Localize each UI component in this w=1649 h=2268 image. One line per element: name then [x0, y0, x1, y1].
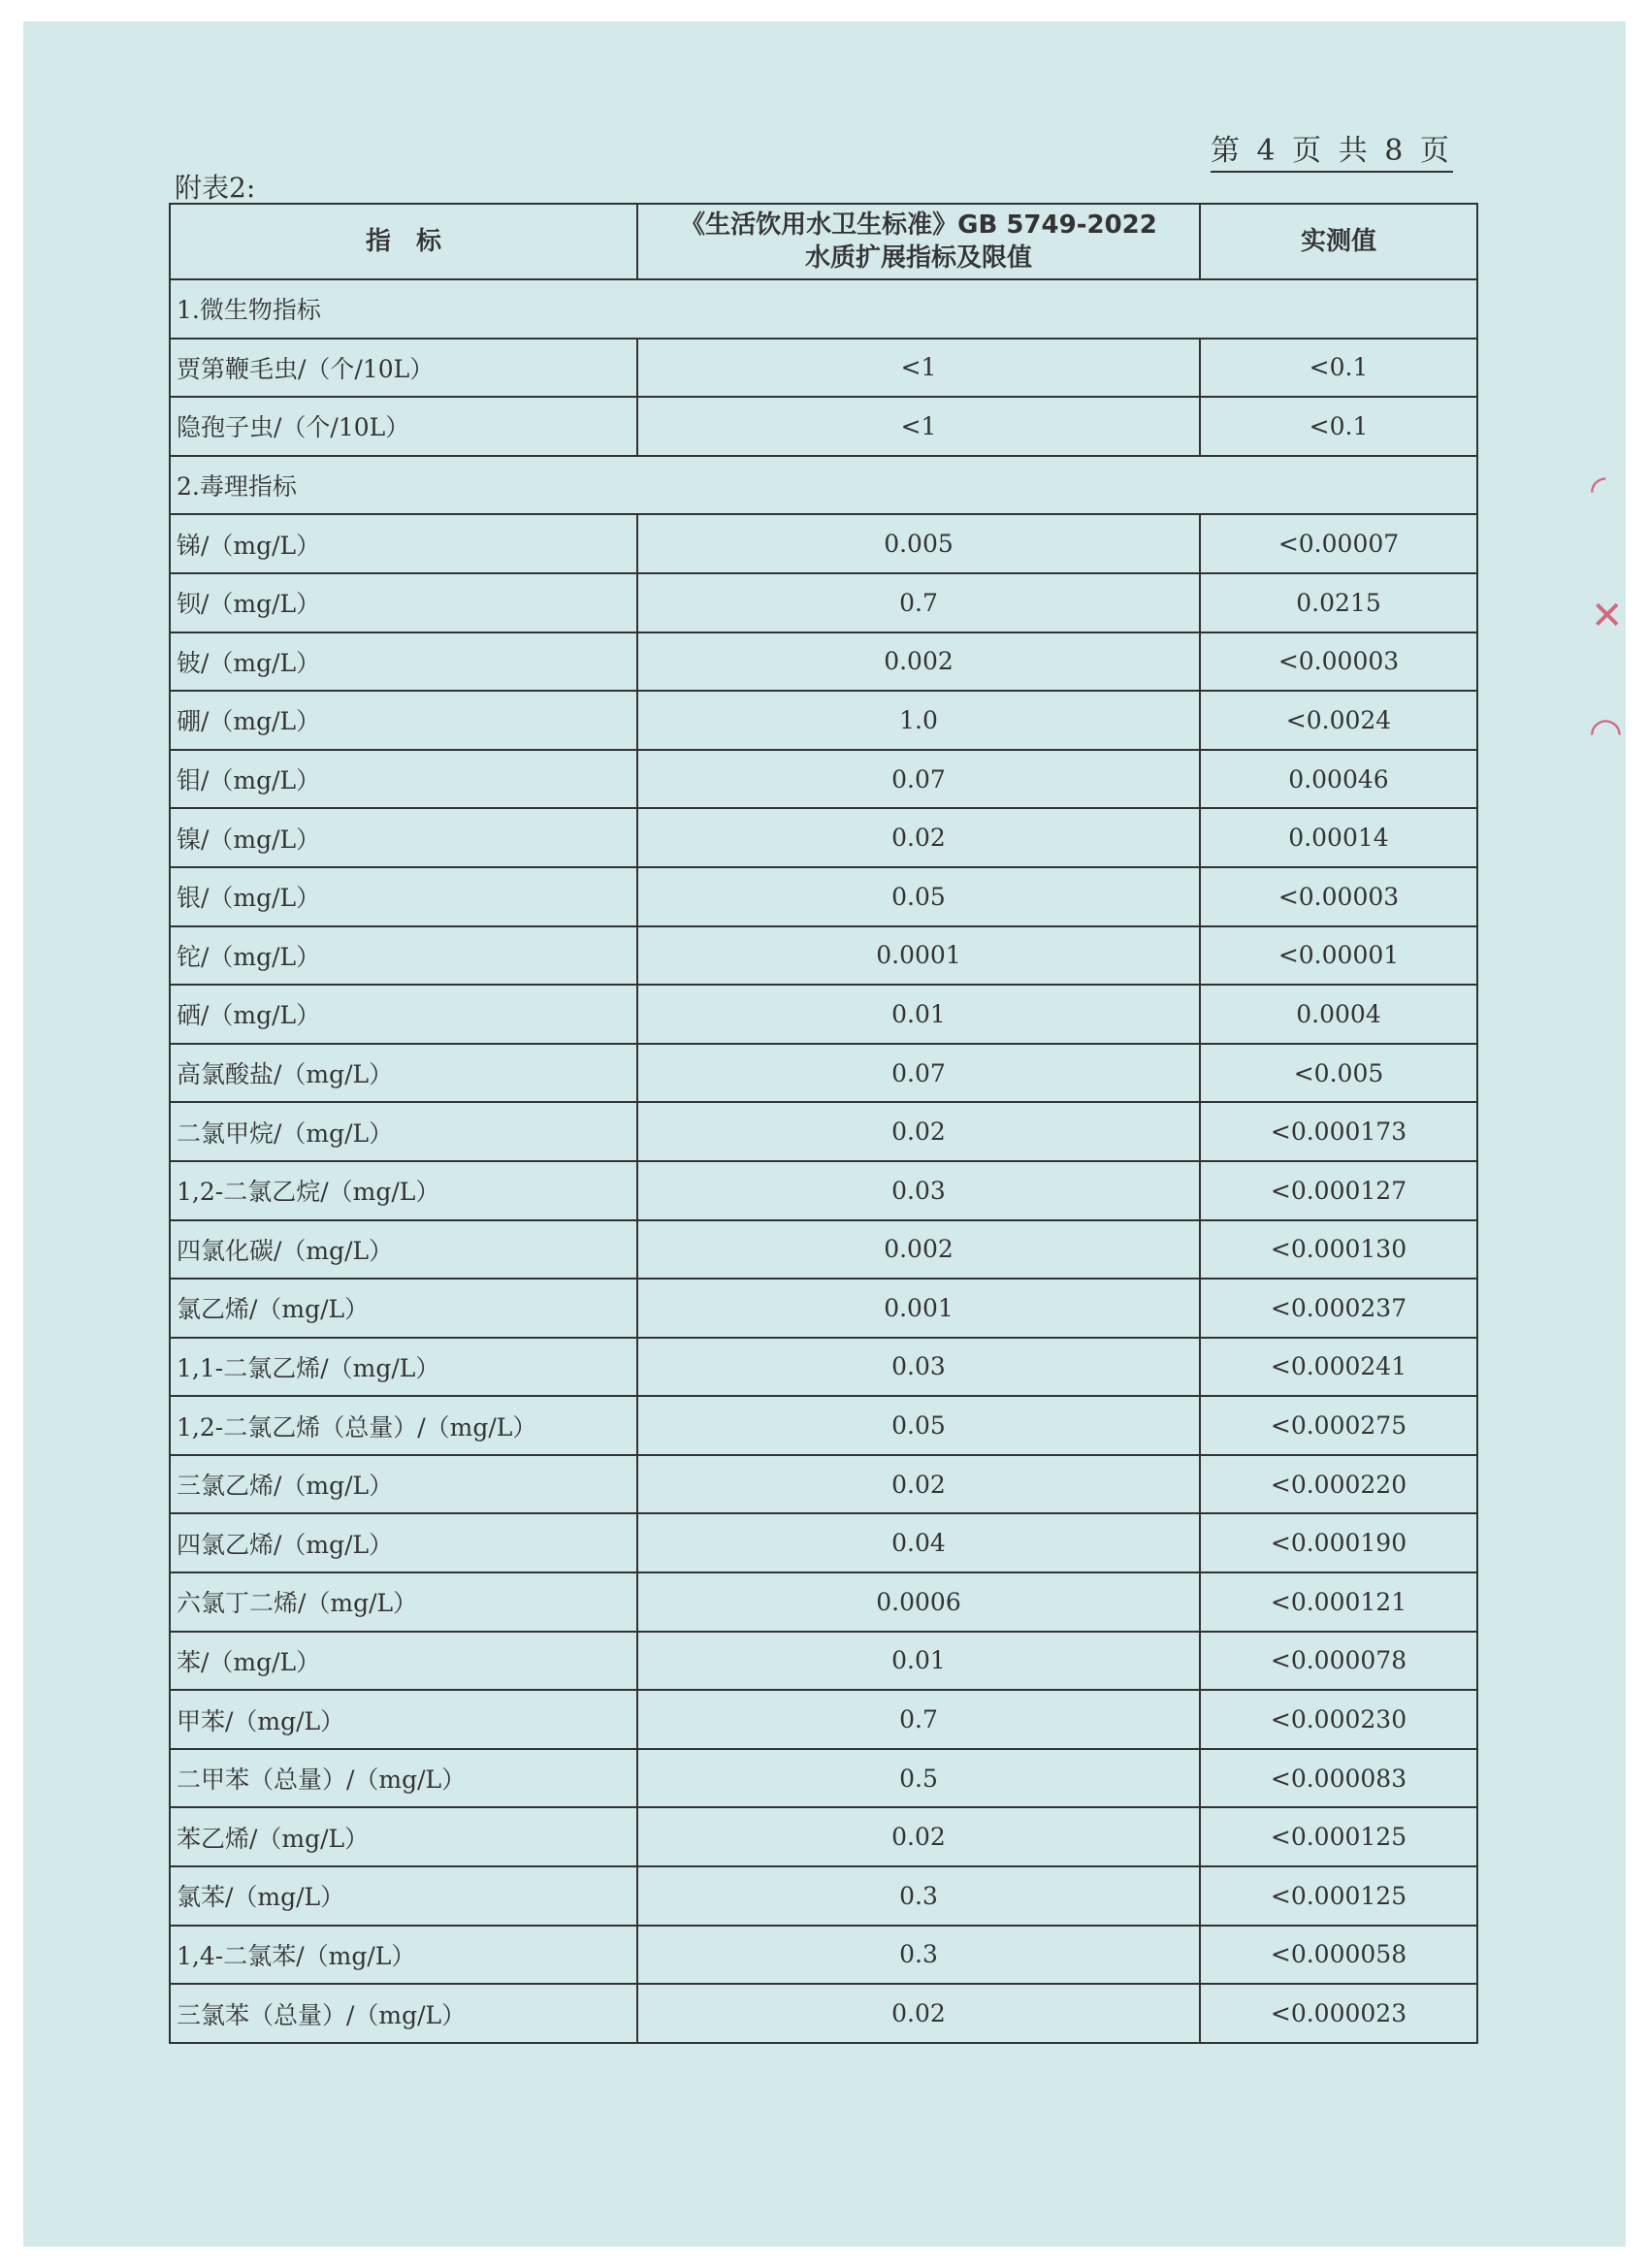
measured-value: <0.000058	[1200, 1926, 1477, 1985]
measured-value: <0.0024	[1200, 691, 1477, 750]
header-indicator: 指 标	[170, 204, 637, 279]
indicator-name: 甲苯/（mg/L）	[170, 1690, 637, 1749]
indicator-name: 二甲苯（总量）/（mg/L）	[170, 1749, 637, 1808]
measured-value: <0.00003	[1200, 867, 1477, 926]
limit-value: 0.3	[637, 1866, 1200, 1926]
limit-value: 0.0001	[637, 926, 1200, 986]
limit-value: 0.01	[637, 985, 1200, 1044]
measured-value: 0.00014	[1200, 808, 1477, 867]
table-row	[170, 691, 1477, 750]
table-row	[170, 1044, 1477, 1103]
indicator-name: 铊/（mg/L）	[170, 926, 637, 986]
measured-value: <0.000127	[1200, 1161, 1477, 1220]
indicator-name: 硼/（mg/L）	[170, 691, 637, 750]
table-row	[170, 1807, 1477, 1866]
table-row	[170, 1926, 1477, 1985]
measured-value: 0.0215	[1200, 573, 1477, 632]
table-row	[170, 573, 1477, 632]
table-row	[170, 514, 1477, 573]
table-row	[170, 1220, 1477, 1280]
measured-value: <0.000241	[1200, 1338, 1477, 1397]
measured-value: 0.0004	[1200, 985, 1477, 1044]
section-title: 2.毒理指标	[170, 456, 1477, 515]
indicator-name: 四氯乙烯/（mg/L）	[170, 1513, 637, 1572]
limit-value: 0.02	[637, 1102, 1200, 1161]
measured-value: <0.1	[1200, 339, 1477, 398]
indicator-name: 铍/（mg/L）	[170, 632, 637, 692]
section-row	[170, 279, 1477, 339]
table-row	[170, 1513, 1477, 1572]
table-header-row	[170, 204, 1477, 279]
measured-value: <0.000083	[1200, 1749, 1477, 1808]
measured-value: <0.00001	[1200, 926, 1477, 986]
measured-value: <0.00003	[1200, 632, 1477, 692]
measured-value: <0.000125	[1200, 1866, 1477, 1926]
measured-value: <0.00007	[1200, 514, 1477, 573]
indicator-name: 六氯丁二烯/（mg/L）	[170, 1572, 637, 1632]
section-title: 1.微生物指标	[170, 279, 1477, 339]
measured-value: <0.005	[1200, 1044, 1477, 1103]
indicator-name: 贾第鞭毛虫/（个/10L）	[170, 339, 637, 398]
table-body	[170, 279, 1477, 2043]
indicator-name: 三氯苯（总量）/（mg/L）	[170, 1984, 637, 2043]
table-caption: 附表2:	[175, 172, 256, 204]
limit-value: <1	[637, 339, 1200, 398]
limit-value: 0.02	[637, 1984, 1200, 2043]
red-stamp-fragment: ◠	[1591, 710, 1621, 755]
table-row	[170, 1984, 1477, 2043]
indicator-name: 四氯化碳/（mg/L）	[170, 1220, 637, 1280]
header-standard-line2: 水质扩展指标及限值	[804, 243, 1032, 273]
limit-value: 0.07	[637, 1044, 1200, 1103]
table-row	[170, 1279, 1477, 1338]
limit-value: 0.07	[637, 750, 1200, 809]
limit-value: 0.005	[637, 514, 1200, 573]
table-row	[170, 926, 1477, 986]
measured-value: 0.00046	[1200, 750, 1477, 809]
red-stamp-fragment: ✕	[1591, 594, 1624, 638]
table-row	[170, 1632, 1477, 1691]
indicator-name: 硒/（mg/L）	[170, 985, 637, 1044]
indicator-name: 高氯酸盐/（mg/L）	[170, 1044, 637, 1103]
limit-value: 0.05	[637, 867, 1200, 926]
limit-value: 0.02	[637, 1455, 1200, 1514]
table-row	[170, 1690, 1477, 1749]
limit-value: 1.0	[637, 691, 1200, 750]
red-stamp-fragment: ◜	[1591, 468, 1606, 512]
limit-value: 0.04	[637, 1513, 1200, 1572]
measured-value: <0.000220	[1200, 1455, 1477, 1514]
measured-value: <0.000173	[1200, 1102, 1477, 1161]
header-standard-line1: 《生活饮用水卫生标准》GB 5749-2022	[680, 211, 1157, 240]
limit-value: 0.002	[637, 632, 1200, 692]
table-row	[170, 1102, 1477, 1161]
table-row	[170, 339, 1477, 398]
measured-value: <0.000230	[1200, 1690, 1477, 1749]
indicator-name: 1,1-二氯乙烯/（mg/L）	[170, 1338, 637, 1397]
section-row	[170, 456, 1477, 515]
indicator-name: 三氯乙烯/（mg/L）	[170, 1455, 637, 1514]
limit-value: <1	[637, 397, 1200, 456]
table-row	[170, 397, 1477, 456]
indicator-name: 1,4-二氯苯/（mg/L）	[170, 1926, 637, 1985]
indicator-name: 钼/（mg/L）	[170, 750, 637, 809]
limit-value: 0.3	[637, 1926, 1200, 1985]
limit-value: 0.03	[637, 1161, 1200, 1220]
table-row	[170, 1455, 1477, 1514]
indicator-name: 1,2-二氯乙烯（总量）/（mg/L）	[170, 1396, 637, 1455]
limit-value: 0.001	[637, 1279, 1200, 1338]
document-page	[23, 21, 1626, 2247]
table-row	[170, 1396, 1477, 1455]
table-row	[170, 1749, 1477, 1808]
page-number: 第 4 页 共 8 页	[1211, 126, 1453, 173]
measured-value: <0.1	[1200, 397, 1477, 456]
limit-value: 0.5	[637, 1749, 1200, 1808]
header-standard	[637, 204, 1200, 279]
table-row	[170, 1572, 1477, 1632]
table-row	[170, 632, 1477, 692]
measured-value: <0.000125	[1200, 1807, 1477, 1866]
measured-value: <0.000078	[1200, 1632, 1477, 1691]
table-row	[170, 1161, 1477, 1220]
measured-value: <0.000130	[1200, 1220, 1477, 1280]
limit-value: 0.02	[637, 808, 1200, 867]
limit-value: 0.7	[637, 1690, 1200, 1749]
limit-value: 0.002	[637, 1220, 1200, 1280]
indicator-name: 钡/（mg/L）	[170, 573, 637, 632]
measured-value: <0.000121	[1200, 1572, 1477, 1632]
indicator-name: 1,2-二氯乙烷/（mg/L）	[170, 1161, 637, 1220]
table-row	[170, 1866, 1477, 1926]
measured-value: <0.000190	[1200, 1513, 1477, 1572]
water-quality-table	[169, 203, 1478, 2044]
table-row	[170, 867, 1477, 926]
measured-value: <0.000023	[1200, 1984, 1477, 2043]
indicator-name: 锑/（mg/L）	[170, 514, 637, 573]
indicator-name: 隐孢子虫/（个/10L）	[170, 397, 637, 456]
table-row	[170, 1338, 1477, 1397]
indicator-name: 氯乙烯/（mg/L）	[170, 1279, 637, 1338]
limit-value: 0.0006	[637, 1572, 1200, 1632]
table-row	[170, 808, 1477, 867]
measured-value: <0.000275	[1200, 1396, 1477, 1455]
indicator-name: 苯乙烯/（mg/L）	[170, 1807, 637, 1866]
limit-value: 0.7	[637, 573, 1200, 632]
limit-value: 0.01	[637, 1632, 1200, 1691]
limit-value: 0.05	[637, 1396, 1200, 1455]
indicator-name: 氯苯/（mg/L）	[170, 1866, 637, 1926]
indicator-name: 二氯甲烷/（mg/L）	[170, 1102, 637, 1161]
limit-value: 0.03	[637, 1338, 1200, 1397]
header-measured: 实测值	[1200, 204, 1477, 279]
indicator-name: 镍/（mg/L）	[170, 808, 637, 867]
indicator-name: 苯/（mg/L）	[170, 1632, 637, 1691]
indicator-name: 银/（mg/L）	[170, 867, 637, 926]
limit-value: 0.02	[637, 1807, 1200, 1866]
measured-value: <0.000237	[1200, 1279, 1477, 1338]
table-row	[170, 985, 1477, 1044]
table-row	[170, 750, 1477, 809]
